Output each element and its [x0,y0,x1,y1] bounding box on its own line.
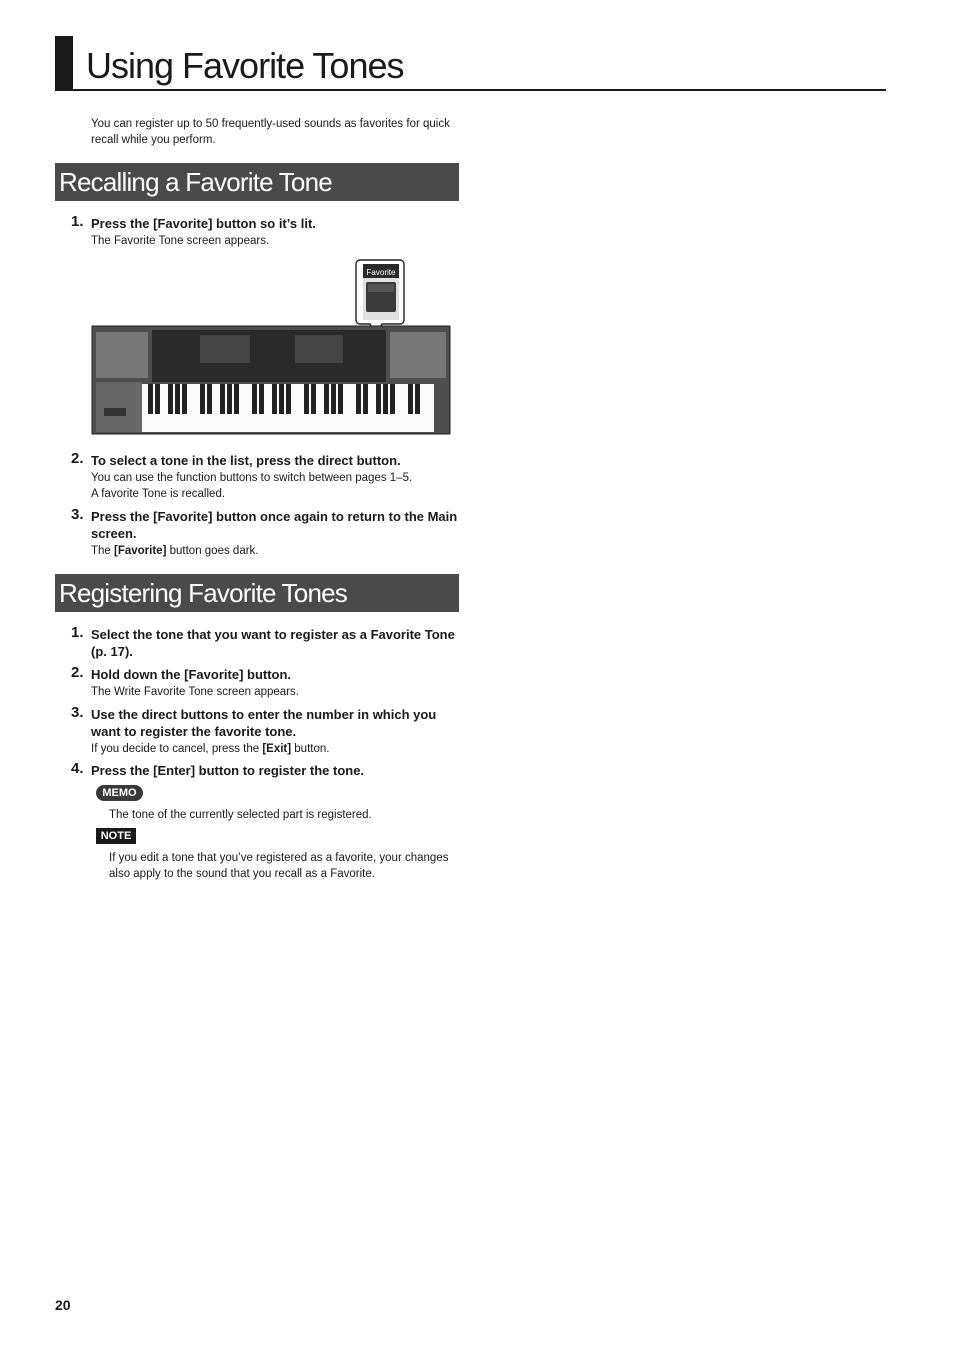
step-number: 4. [71,760,84,777]
memo-text: The tone of the currently selected part is registered. [109,809,372,821]
step-instruction: Use the direct buttons to enter the number in which you want to register the favorite tone. [91,707,437,739]
step-number: 3. [71,704,84,721]
step-number: 2. [71,664,84,681]
step-instruction: Press the [Enter] button to register the tone. [91,763,365,778]
step-instruction: To select a tone in the list, press the direct button. [91,453,401,468]
intro-paragraph: You can register up to 50 frequently-used sounds as favorites for quick recall while you perform. [91,118,450,146]
step-number: 3. [71,506,84,523]
step-result: A favorite Tone is recalled. [91,488,226,500]
step-instruction: Press the [Favorite] button once again to return to the Main screen. [91,509,458,541]
section-heading-recalling: Recalling a Favorite Tone [55,163,459,201]
note-text: If you edit a tone that you’ve registered as a favorite, your changes also apply to the sound that you recall as a Favorite. [109,852,449,880]
step-number: 1. [71,213,84,230]
favorite-callout-label: Favorite [366,268,396,277]
step-instruction: Press the [Favorite] button so it’s lit. [91,216,316,231]
step-result: The Favorite Tone screen appears. [91,235,270,247]
step-instruction: Hold down the [Favorite] button. [91,667,292,682]
note-badge: NOTE [96,828,136,844]
step-result: The [Favorite] button goes dark. [91,545,259,557]
recall-step-3 [71,508,461,559]
step-result: The Write Favorite Tone screen appears. [91,686,299,698]
register-step-1 [71,626,461,660]
page-number: 20 [55,1297,71,1313]
page-title: Using Favorite Tones [86,45,404,86]
keyboard-illustration [90,258,452,438]
register-step-2 [71,666,461,700]
step-result: If you decide to cancel, press the [Exit] button. [91,743,330,755]
recall-step-1 [71,215,461,249]
step-number: 1. [71,624,84,641]
step-result: You can use the function buttons to switch between pages 1–5. [91,472,413,484]
section-heading-registering: Registering Favorite Tones [55,574,459,612]
title-accent-bar [55,36,73,91]
register-step-4 [71,762,461,779]
recall-step-2 [71,452,461,502]
register-step-3 [71,706,461,757]
title-rule [55,89,886,91]
memo-badge: MEMO [96,785,143,801]
step-number: 2. [71,450,84,467]
step-instruction: Select the tone that you want to register as a Favorite Tone (p. 17). [91,627,455,659]
